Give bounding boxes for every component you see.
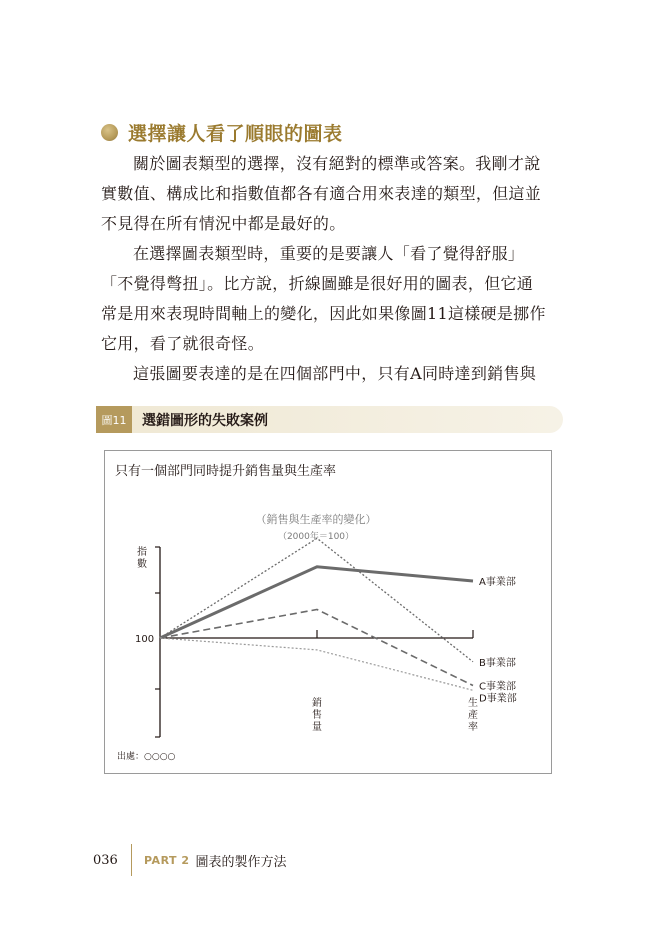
paragraph-line: 在選擇圖表類型時，重要的是要讓人「看了覺得舒服」 [133, 244, 525, 263]
page-number: 036 [93, 852, 118, 868]
series-line-3 [160, 610, 473, 686]
section-heading [101, 118, 343, 146]
series-line-1 [160, 567, 473, 638]
section-title: 選擇讓人看了順眼的圖表 [128, 122, 343, 145]
series-label: B事業部 [479, 657, 516, 669]
series-line-2 [160, 538, 473, 662]
y-axis-label-char: 指 [137, 547, 147, 558]
x-tick-label-char: 銷 [312, 698, 322, 709]
figure-label: 圖11 [96, 406, 132, 433]
paragraph-line: 這張圖要表達的是在四個部門中，只有A同時達到銷售與 [133, 364, 537, 383]
series-label: D事業部 [479, 693, 517, 705]
x-tick-label [312, 696, 322, 733]
paragraph-1 [101, 149, 571, 239]
part-title: 圖表的製作方法 [195, 854, 287, 870]
paragraph-line: 實數值、構成比和指數值都各有適合用來表達的類型，但這並 [101, 184, 542, 203]
chart-frame [104, 450, 552, 774]
paragraph-3 [101, 359, 571, 389]
series-label: A事業部 [479, 577, 516, 588]
line-chart [105, 451, 551, 773]
paragraph-2 [101, 239, 571, 359]
y-axis-label [137, 545, 147, 570]
y-axis-label-char: 數 [137, 559, 147, 570]
paragraph-line: 常是用來表現時間軸上的變化，因此如果像圖11這樣硬是挪作 [101, 304, 546, 323]
paragraph-line: 不見得在所有情況中都是最好的。 [101, 214, 346, 233]
paragraph-line: 它用，看了就很奇怪。 [101, 334, 265, 353]
page-footer [93, 844, 287, 876]
x-tick-label [468, 696, 478, 733]
bullet-circle-icon [101, 124, 118, 141]
x-tick-label-char: 量 [312, 722, 322, 733]
x-tick-label-char: 生 [468, 698, 478, 709]
chart-subtitle-note: （2000年＝100） [277, 532, 355, 542]
x-tick-label-char: 售 [312, 710, 322, 721]
x-tick-label-char: 產 [468, 710, 478, 721]
chart-subtitle: （銷售與生產率的變化） [255, 513, 377, 526]
footer-divider [131, 844, 132, 876]
figure-title: 選錯圖形的失敗案例 [142, 412, 268, 429]
series-line-4 [160, 638, 473, 690]
baseline-label: 100 [135, 634, 155, 645]
part-label: PART 2 [144, 853, 190, 867]
chart-source: 出處：○○○○ [117, 752, 176, 762]
x-tick-label-char: 率 [468, 722, 478, 733]
paragraph-line: 「不覺得彆扭」。比方說，折線圖雖是很好用的圖表，但它通 [101, 274, 534, 293]
figure-banner [96, 406, 563, 433]
paragraph-line: 關於圖表類型的選擇，沒有絕對的標準或答案。我剛才說 [133, 154, 541, 173]
series-label: C事業部 [479, 681, 516, 693]
body-text [101, 149, 571, 389]
chart-title: 只有一個部門同時提升銷售量與生產率 [115, 464, 337, 479]
